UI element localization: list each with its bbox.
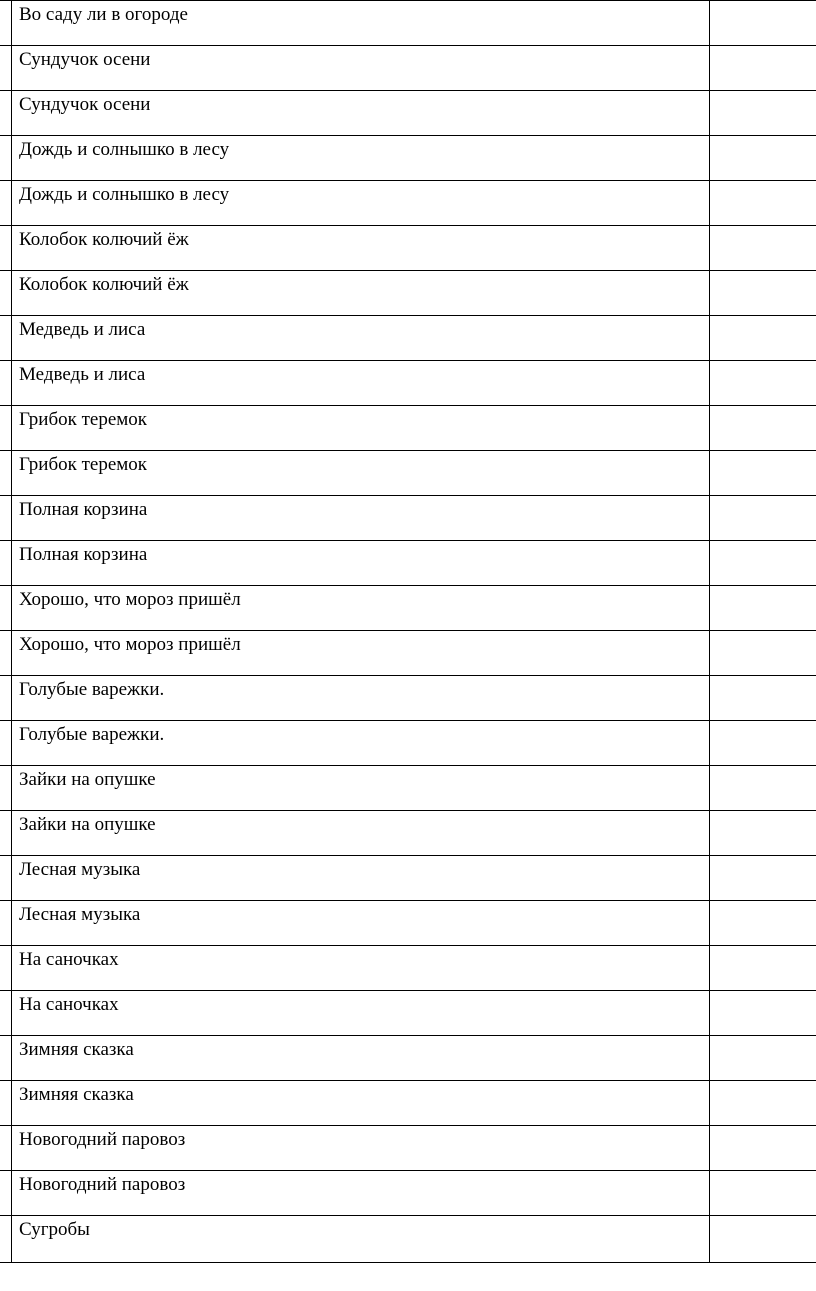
row-number-cell bbox=[0, 451, 12, 496]
table-row bbox=[0, 1, 816, 46]
lesson-title-cell bbox=[12, 586, 710, 631]
extra-cell bbox=[710, 586, 816, 631]
lesson-title: Хорошо, что мороз пришёл bbox=[19, 589, 241, 610]
table-row bbox=[0, 496, 816, 541]
lesson-title: На саночках bbox=[19, 949, 119, 970]
row-number-cell bbox=[0, 631, 12, 676]
row-number-cell bbox=[0, 136, 12, 181]
lesson-title-cell bbox=[12, 991, 710, 1036]
lesson-title: Сундучок осени bbox=[19, 94, 151, 115]
row-number-cell bbox=[0, 91, 12, 136]
row-number-cell bbox=[0, 406, 12, 451]
table-row bbox=[0, 1216, 816, 1263]
extra-cell bbox=[710, 226, 816, 271]
table-row bbox=[0, 946, 816, 991]
row-number-cell bbox=[0, 361, 12, 406]
table-row bbox=[0, 316, 816, 361]
extra-cell bbox=[710, 721, 816, 766]
table-row bbox=[0, 1081, 816, 1126]
extra-cell bbox=[710, 1126, 816, 1171]
row-number-cell bbox=[0, 856, 12, 901]
table-row bbox=[0, 226, 816, 271]
lesson-title: Лесная музыка bbox=[19, 904, 141, 925]
lesson-title: Новогодний паровоз bbox=[19, 1174, 186, 1195]
extra-cell bbox=[710, 181, 816, 226]
row-number-cell bbox=[0, 1216, 12, 1263]
lesson-title-cell bbox=[12, 1216, 710, 1263]
extra-cell bbox=[710, 46, 816, 91]
extra-cell bbox=[710, 631, 816, 676]
lesson-title-cell bbox=[12, 226, 710, 271]
extra-cell bbox=[710, 991, 816, 1036]
lesson-title-cell bbox=[12, 676, 710, 721]
lesson-table-body bbox=[0, 1, 816, 1263]
extra-cell bbox=[710, 946, 816, 991]
lesson-title-cell bbox=[12, 766, 710, 811]
lesson-title-cell bbox=[12, 541, 710, 586]
lesson-title-cell bbox=[12, 1, 710, 46]
lesson-title-cell bbox=[12, 271, 710, 316]
lesson-title: Колобок колючий ёж bbox=[19, 229, 189, 250]
lesson-title: Колобок колючий ёж bbox=[19, 274, 189, 295]
table-row bbox=[0, 271, 816, 316]
lesson-title: Лесная музыка bbox=[19, 859, 141, 880]
lesson-title: Полная корзина bbox=[19, 499, 148, 520]
lesson-title-cell bbox=[12, 721, 710, 766]
table-row bbox=[0, 136, 816, 181]
lesson-title: Сугробы bbox=[19, 1219, 90, 1240]
table-row bbox=[0, 811, 816, 856]
row-number-cell bbox=[0, 901, 12, 946]
lesson-title-cell bbox=[12, 946, 710, 991]
lesson-title: Новогодний паровоз bbox=[19, 1129, 186, 1150]
extra-cell bbox=[710, 1171, 816, 1216]
lesson-title-cell bbox=[12, 1171, 710, 1216]
lesson-title: Полная корзина bbox=[19, 544, 148, 565]
table-row bbox=[0, 451, 816, 496]
lesson-title-cell bbox=[12, 811, 710, 856]
table-row bbox=[0, 46, 816, 91]
lesson-title: Зимняя сказка bbox=[19, 1039, 134, 1060]
lesson-title: Зайки на опушке bbox=[19, 769, 156, 790]
lesson-title: Медведь и лиса bbox=[19, 364, 146, 385]
table-row bbox=[0, 991, 816, 1036]
extra-cell bbox=[710, 766, 816, 811]
extra-cell bbox=[710, 451, 816, 496]
row-number-cell bbox=[0, 1036, 12, 1081]
row-number-cell bbox=[0, 496, 12, 541]
lesson-title: Хорошо, что мороз пришёл bbox=[19, 634, 241, 655]
row-number-cell bbox=[0, 1126, 12, 1171]
extra-cell bbox=[710, 316, 816, 361]
extra-cell bbox=[710, 496, 816, 541]
table-row bbox=[0, 586, 816, 631]
row-number-cell bbox=[0, 271, 12, 316]
table-row bbox=[0, 1126, 816, 1171]
row-number-cell bbox=[0, 1171, 12, 1216]
lesson-title: Грибок теремок bbox=[19, 409, 148, 430]
lesson-title-cell bbox=[12, 1081, 710, 1126]
lesson-title-cell bbox=[12, 46, 710, 91]
extra-cell bbox=[710, 1081, 816, 1126]
lesson-title: Медведь и лиса bbox=[19, 319, 146, 340]
row-number-cell bbox=[0, 676, 12, 721]
lesson-title-cell bbox=[12, 91, 710, 136]
row-number-cell bbox=[0, 1081, 12, 1126]
extra-cell bbox=[710, 1216, 816, 1263]
row-number-cell bbox=[0, 946, 12, 991]
row-number-cell bbox=[0, 1, 12, 46]
extra-cell bbox=[710, 811, 816, 856]
row-number-cell bbox=[0, 316, 12, 361]
row-number-cell bbox=[0, 991, 12, 1036]
table-row bbox=[0, 676, 816, 721]
extra-cell bbox=[710, 856, 816, 901]
row-number-cell bbox=[0, 181, 12, 226]
lesson-title: Грибок теремок bbox=[19, 454, 148, 475]
lesson-title-cell bbox=[12, 1036, 710, 1081]
lesson-title: Дождь и солнышко в лесу bbox=[19, 184, 230, 205]
row-number-cell bbox=[0, 541, 12, 586]
extra-cell bbox=[710, 91, 816, 136]
table-row bbox=[0, 181, 816, 226]
extra-cell bbox=[710, 1, 816, 46]
table-row bbox=[0, 1171, 816, 1216]
table-row bbox=[0, 631, 816, 676]
lesson-title: Дождь и солнышко в лесу bbox=[19, 139, 230, 160]
table-row bbox=[0, 406, 816, 451]
row-number-cell bbox=[0, 46, 12, 91]
extra-cell bbox=[710, 1036, 816, 1081]
table-row bbox=[0, 901, 816, 946]
extra-cell bbox=[710, 361, 816, 406]
row-number-cell bbox=[0, 586, 12, 631]
lesson-title-cell bbox=[12, 631, 710, 676]
extra-cell bbox=[710, 676, 816, 721]
lesson-title-cell bbox=[12, 1126, 710, 1171]
row-number-cell bbox=[0, 721, 12, 766]
extra-cell bbox=[710, 541, 816, 586]
lesson-title-cell bbox=[12, 451, 710, 496]
lesson-title-cell bbox=[12, 406, 710, 451]
extra-cell bbox=[710, 136, 816, 181]
row-number-cell bbox=[0, 766, 12, 811]
row-number-cell bbox=[0, 811, 12, 856]
lesson-title-cell bbox=[12, 361, 710, 406]
table-row bbox=[0, 856, 816, 901]
lesson-title: Голубые варежки. bbox=[19, 679, 165, 700]
lesson-title: На саночках bbox=[19, 994, 119, 1015]
lesson-title-cell bbox=[12, 856, 710, 901]
row-number-cell bbox=[0, 226, 12, 271]
lesson-title: Сундучок осени bbox=[19, 49, 151, 70]
extra-cell bbox=[710, 271, 816, 316]
table-row bbox=[0, 721, 816, 766]
table-row bbox=[0, 1036, 816, 1081]
lesson-title-cell bbox=[12, 136, 710, 181]
extra-cell bbox=[710, 406, 816, 451]
lesson-title-cell bbox=[12, 181, 710, 226]
lesson-title: Зайки на опушке bbox=[19, 814, 156, 835]
lesson-title: Зимняя сказка bbox=[19, 1084, 134, 1105]
lesson-title: Голубые варежки. bbox=[19, 724, 165, 745]
lesson-title: Во саду ли в огороде bbox=[19, 4, 188, 25]
table-row bbox=[0, 361, 816, 406]
table-row bbox=[0, 766, 816, 811]
table-row bbox=[0, 541, 816, 586]
lesson-title-cell bbox=[12, 901, 710, 946]
lesson-title-cell bbox=[12, 316, 710, 361]
lesson-title-cell bbox=[12, 496, 710, 541]
table-row bbox=[0, 91, 816, 136]
extra-cell bbox=[710, 901, 816, 946]
